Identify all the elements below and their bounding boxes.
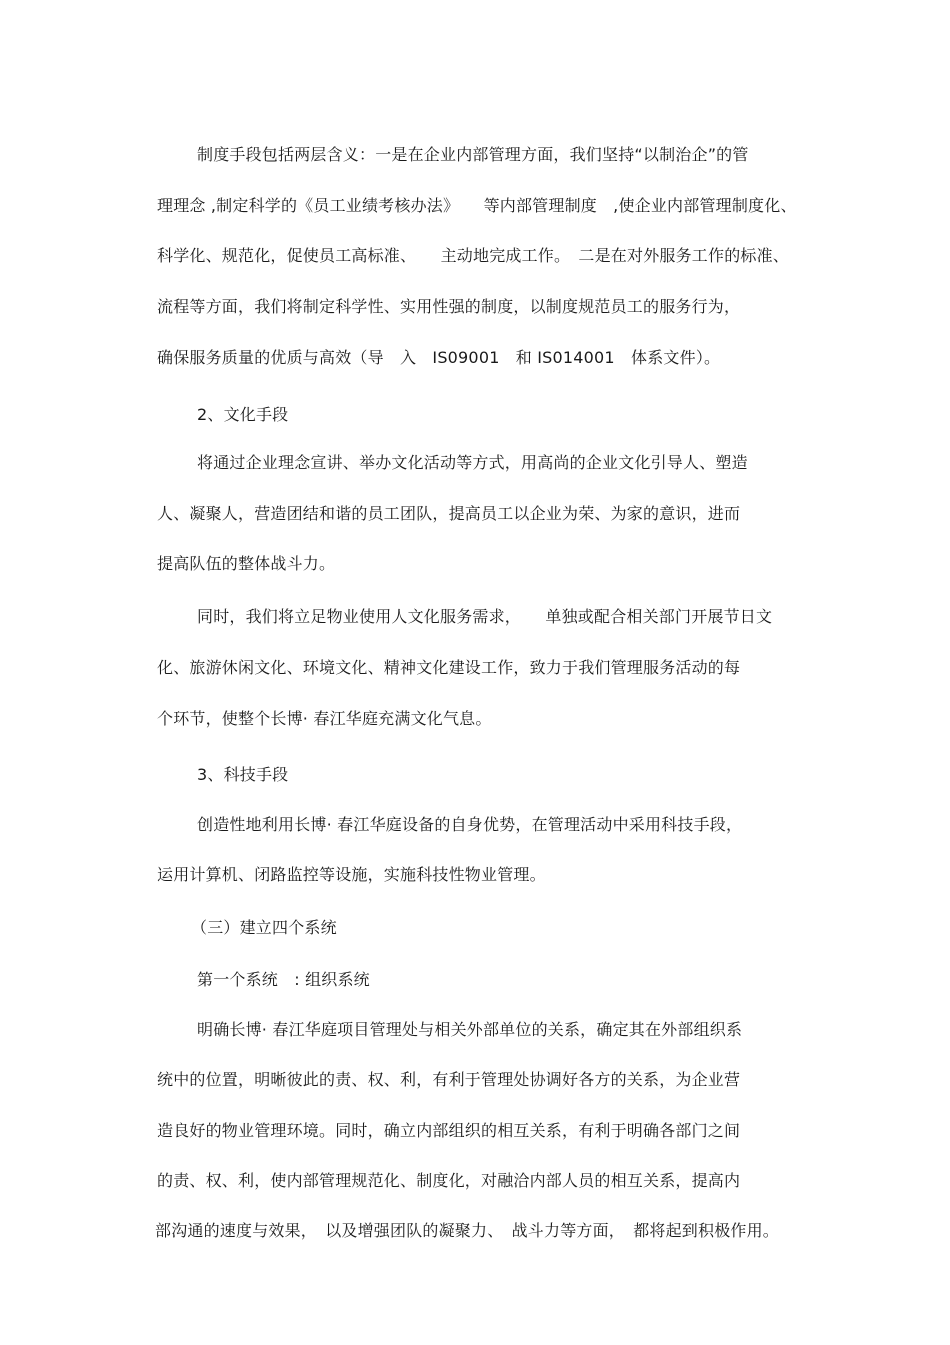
paragraph-line: 同时，我们将立足物业使用人文化服务需求， 单独或配合相关部门开展节日文 [197,607,773,626]
paragraph-line: 科学化、规范化，促使员工高标准、 主动地完成工作。 二是在对外服务工作的标准、 [157,246,790,265]
paragraph-line: 部沟通的速度与效果， 以及增强团队的凝聚力、 战斗力等方面， 都将起到积极作用。 [155,1221,780,1240]
section-heading: 2、文化手段 [197,405,289,424]
paragraph-line: 提高队伍的整体战斗力。 [157,554,336,573]
paragraph-line: 造良好的物业管理环境。同时，确立内部组织的相互关系，有利于明确各部门之间 [157,1121,741,1140]
paragraph-line: 确保服务质量的优质与高效（导 入 IS09001 和 IS014001 体系文件）。 [157,348,721,367]
paragraph-line: 创造性地利用长博· 春江华庭设备的自身优势，在管理活动中采用科技手段， [197,815,743,834]
section-heading: 第一个系统 : 组织系统 [197,970,370,989]
section-heading: 3、科技手段 [197,765,289,784]
paragraph-line: 明确长博· 春江华庭项目管理处与相关外部单位的关系，确定其在外部组织系 [197,1020,743,1039]
paragraph-line: 个环节，使整个长博· 春江华庭充满文化气息。 [157,709,492,728]
paragraph-line: 人、凝聚人，营造团结和谐的员工团队，提高员工以企业为荣、为家的意识，进而 [157,504,741,523]
paragraph-line: 流程等方面，我们将制定科学性、实用性强的制度，以制度规范员工的服务行为， [157,297,741,316]
section-heading: （三）建立四个系统 [191,918,337,937]
paragraph-line: 运用计算机、闭路监控等设施，实施科技性物业管理。 [157,865,546,884]
paragraph-line: 化、旅游休闲文化、环境文化、精神文化建设工作，致力于我们管理服务活动的每 [157,658,741,677]
paragraph-line: 将通过企业理念宣讲、举办文化活动等方式，用高尚的企业文化引导人、塑造 [197,453,748,472]
paragraph-line: 制度手段包括两层含义：一是在企业内部管理方面，我们坚持“以制治企”的管 [197,145,749,164]
paragraph-line: 的责、权、利，使内部管理规范化、制度化，对融洽内部人员的相互关系，提高内 [157,1171,741,1190]
paragraph-line: 理理念 ,制定科学的《员工业绩考核办法》 等内部管理制度 ,使企业内部管理制度化、 [157,196,797,215]
paragraph-line: 统中的位置，明晰彼此的责、权、利，有利于管理处协调好各方的关系，为企业营 [157,1070,741,1089]
